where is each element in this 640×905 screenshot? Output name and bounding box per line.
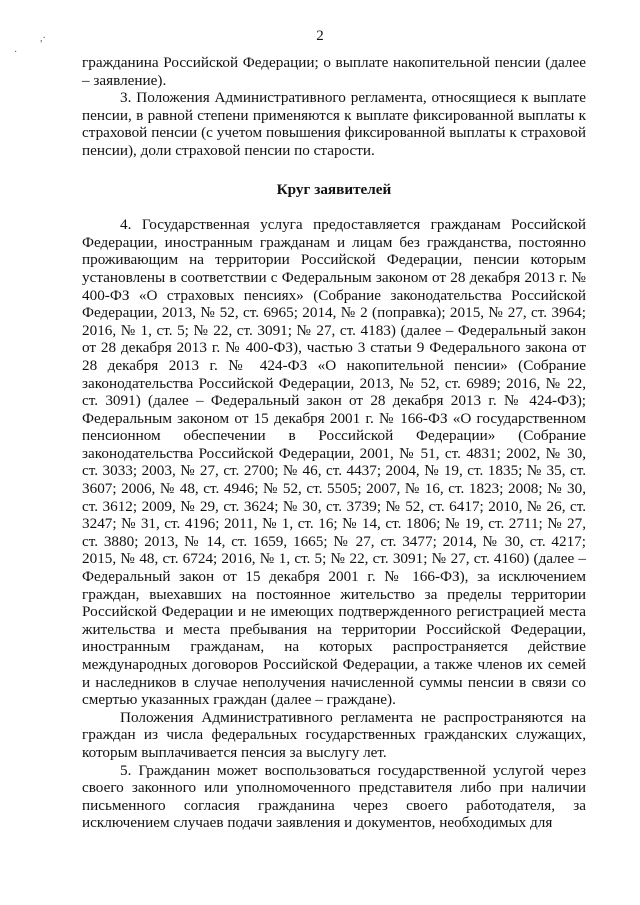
paragraph-4-note: Положения Административного регламента не распространяются на граждан из числа федеральных государственных гражданских служащих, которым выплачивается пенсия за выслугу лет. [82, 708, 586, 761]
document-body [82, 54, 586, 832]
page-number: 2 [316, 28, 324, 44]
paragraph-5: 5. Гражданин может воспользоваться государственной услугой через своего законного или уполномоченного представителя либо при наличии письменного согласия гражданина через своего работодателя, за исключением случаев подачи заявления и документов, необходимых для [82, 761, 586, 832]
paragraph-4: 4. Государственная услуга предоставляется гражданам Российской Федерации, иностранным гражданам и лицам без гражданства, постоянно проживающим на территории Российской Федерации, пенсии которым установлены в соответствии с Федеральным законом от 28 декабря 2013 г. № 400-ФЗ «О страховых пенсиях» (Собрание законодательства Российской Федерации, 2013, № 52, ст. 6965; 2014, № 2 (поправка); 2015, № 27, ст. 3964; 2016, № 1, ст. 5; № 22, ст. 3091; № 27, ст. 4183) (далее – Федеральный закон от 28 декабря 2013 г. № 400-ФЗ), частью 3 статьи 9 Федерального закона от 28 декабря 2013 г. № 424-ФЗ «О накопительной пенсии» (Собрание законодательства Российской Федерации, 2013, № 52, ст. 6989; 2016, № 22, ст. 3091) (далее – Федеральный закон от 28 декабря 2013 г. № 424-ФЗ); Федеральным законом от 15 декабря 2001 г. № 166-ФЗ «О государственном пенсионном обеспечении в Российской Федерации» (Собрание законодательства Российской Федерации, 2001, № 51, ст. 4831; 2002, № 30, ст. 3033; 2003, № 27, ст. 2700; № 46, ст. 4437; 2004, № 19, ст. 1835; № 35, ст. 3607; 2006, № 48, ст. 4946; № 52, ст. 5505; 2007, № 16, ст. 1823; 2008; № 30, ст. 3612; 2009, № 29, ст. 3624; № 30, ст. 3739; № 52, ст. 6417; 2010, № 26, ст. 3247; № 31, ст. 4196; 2011, № 1, ст. 16; № 14, ст. 1806; № 19, ст. 2711; № 27, ст. 3880; 2013, № 14, ст. 1659, 1665; № 27, ст. 3477; 2014, № 30, ст. 4217; 2015, № 48, ст. 6724; 2016, № 1, ст. 5; № 22, ст. 3091; № 27, ст. 4160) (далее – Федеральный закон от 15 декабря 2001 г. № 166-ФЗ), за исключением граждан, выехавших на постоянное жительство за пределы территории Российской Федерации и не имеющих подтвержденного регистрацией места жительства и места пребывания на территории Российской Федерации, иностранным гражданам, на которых распространяется действие международных договоров Российской Федерации, а также членов их семей и наследников в случае неполучения начисленной суммы пенсии в связи со смертью указанных граждан (далее – граждане). [82, 216, 586, 709]
section-heading: Круг заявителей [276, 180, 392, 198]
paragraph-3: 3. Положения Административного регламента, относящиеся к выплате пенсии, в равной степени применяются к выплате фиксированной выплаты к страховой пенсии (с учетом повышения фиксированной выплаты к страховой пенсии), доли страховой пенсии по старости. [82, 89, 586, 159]
scan-speck: · [14, 47, 18, 58]
paragraph-continuation: гражданина Российской Федерации; о выплате накопительной пенсии (далее – заявление). [82, 54, 586, 89]
scan-speck: ,· [40, 33, 46, 44]
